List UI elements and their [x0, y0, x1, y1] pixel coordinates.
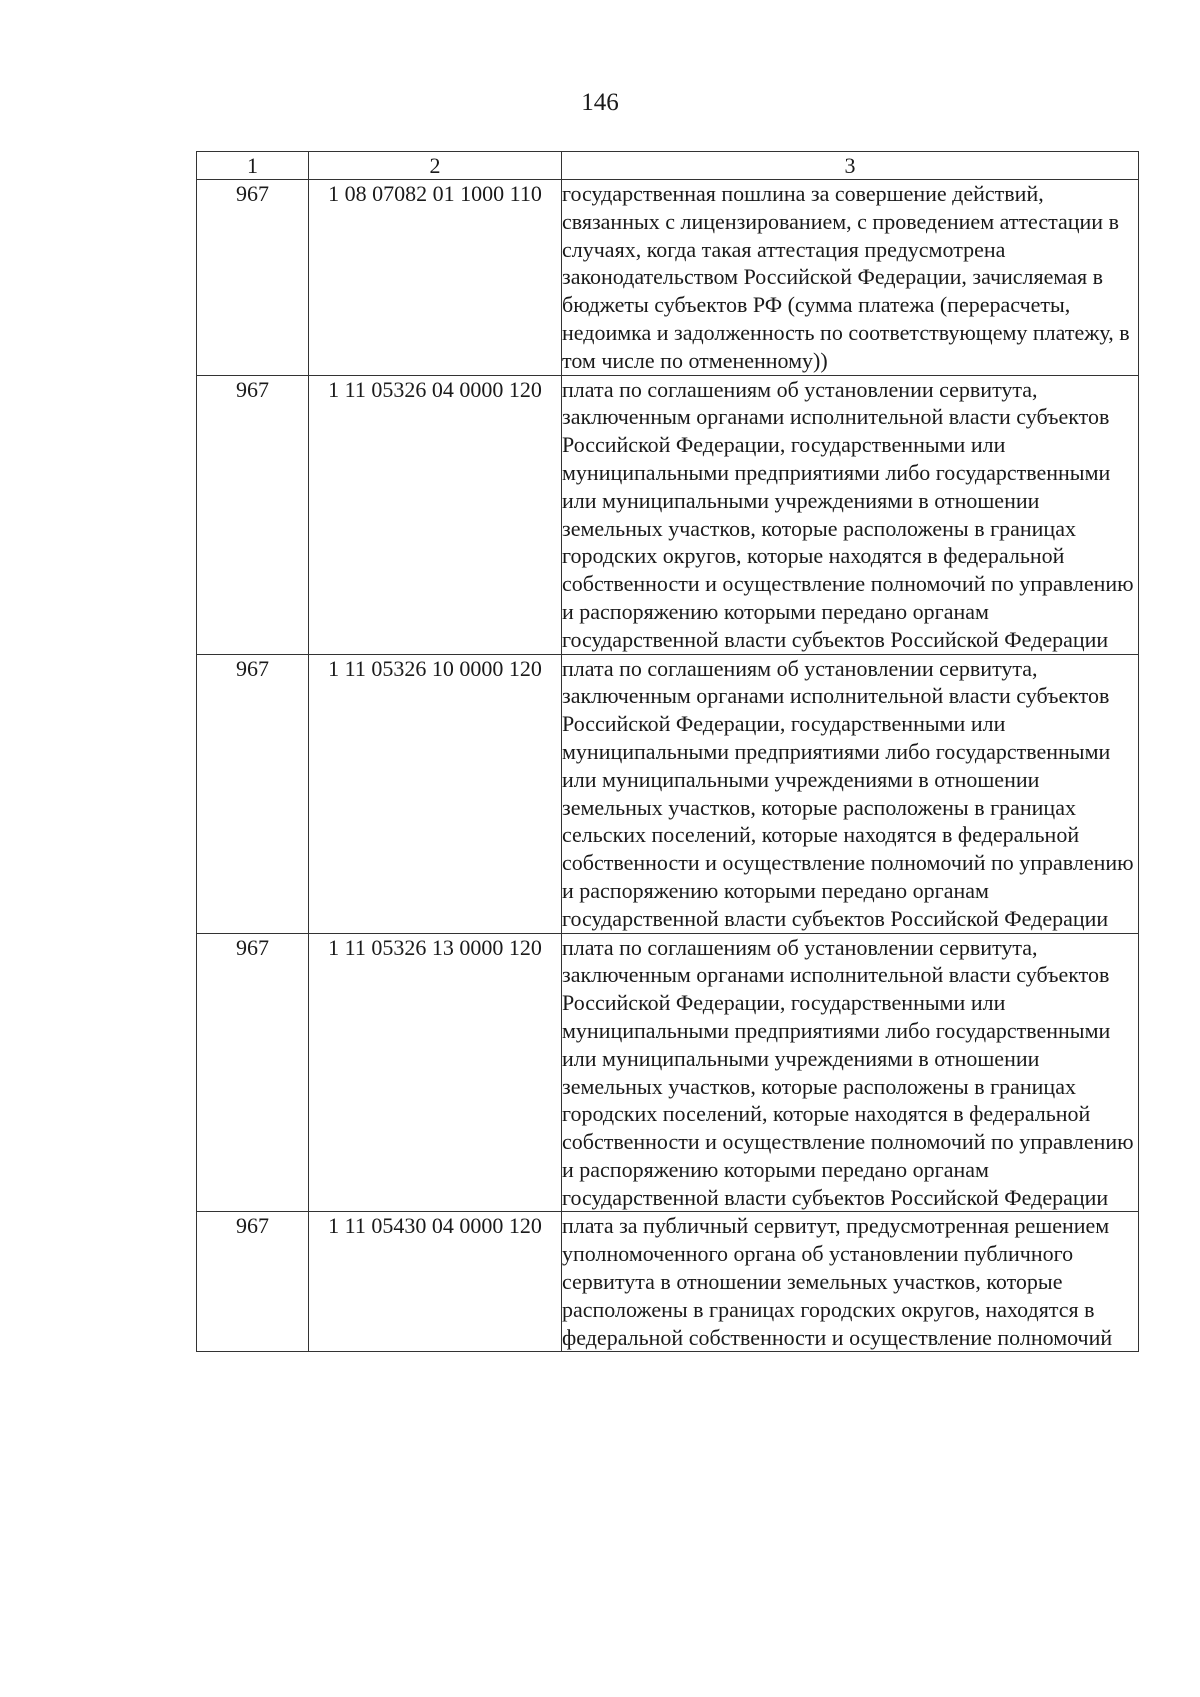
- description-cell: плата по соглашениям об установлении сервитута, заключенным органами исполнительной власти субъектов Российской Федерации, государственными или муниципальными предприятиями либо государственными или муниципальными учреждениями в отношении земельных участков, которые расположены в границах сельских поселений, которые находятся в федеральной собственности и осуществление полномочий по управлению и распоряжению которыми передано органам государственной власти субъектов Российской Федерации: [562, 654, 1139, 933]
- page-number: 146: [581, 89, 619, 116]
- table-header-row: [197, 152, 1139, 180]
- admin-code-cell: 967: [197, 180, 309, 376]
- column-header-3: 3: [562, 152, 1139, 180]
- budget-code-cell: 1 11 05326 04 0000 120: [309, 375, 562, 654]
- description-cell: плата по соглашениям об установлении сервитута, заключенным органами исполнительной власти субъектов Российской Федерации, государственными или муниципальными предприятиями либо государственными или муниципальными учреждениями в отношении земельных участков, которые расположены в границах городских поселений, которые находятся в федеральной собственности и осуществление полномочий по управлению и распоряжению которыми передано органам государственной власти субъектов Российской Федерации: [562, 933, 1139, 1212]
- table-row: [197, 654, 1139, 933]
- budget-code-cell: 1 11 05326 10 0000 120: [309, 654, 562, 933]
- admin-code-cell: 967: [197, 933, 309, 1212]
- admin-code-cell: 967: [197, 1212, 309, 1352]
- table-row: [197, 1212, 1139, 1352]
- description-cell: государственная пошлина за совершение действий, связанных с лицензированием, с проведением аттестации в случаях, когда такая аттестация предусмотрена законодательством Российской Федерации, зачисляемая в бюджеты субъектов РФ (сумма платежа (перерасчеты, недоимка и задолженность по соответствующему платежу, в том числе по отмененному)): [562, 180, 1139, 376]
- budget-code-cell: 1 11 05326 13 0000 120: [309, 933, 562, 1212]
- admin-code-cell: 967: [197, 375, 309, 654]
- description-cell: плата по соглашениям об установлении сервитута, заключенным органами исполнительной власти субъектов Российской Федерации, государственными или муниципальными предприятиями либо государственными или муниципальными учреждениями в отношении земельных участков, которые расположены в границах городских округов, которые находятся в федеральной собственности и осуществление полномочий по управлению и распоряжению которыми передано органам государственной власти субъектов Российской Федерации: [562, 375, 1139, 654]
- table-row: [197, 933, 1139, 1212]
- admin-code-cell: 967: [197, 654, 309, 933]
- column-header-2: 2: [309, 152, 562, 180]
- budget-code-cell: 1 11 05430 04 0000 120: [309, 1212, 562, 1352]
- budget-code-cell: 1 08 07082 01 1000 110: [309, 180, 562, 376]
- table-row: [197, 375, 1139, 654]
- table-row: [197, 180, 1139, 376]
- budget-codes-table: [196, 151, 1139, 1352]
- column-header-1: 1: [197, 152, 309, 180]
- description-cell: плата за публичный сервитут, предусмотренная решением уполномоченного органа об установлении публичного сервитута в отношении земельных участков, которые расположены в границах городских округов, находятся в федеральной собственности и осуществление полномочий: [562, 1212, 1139, 1352]
